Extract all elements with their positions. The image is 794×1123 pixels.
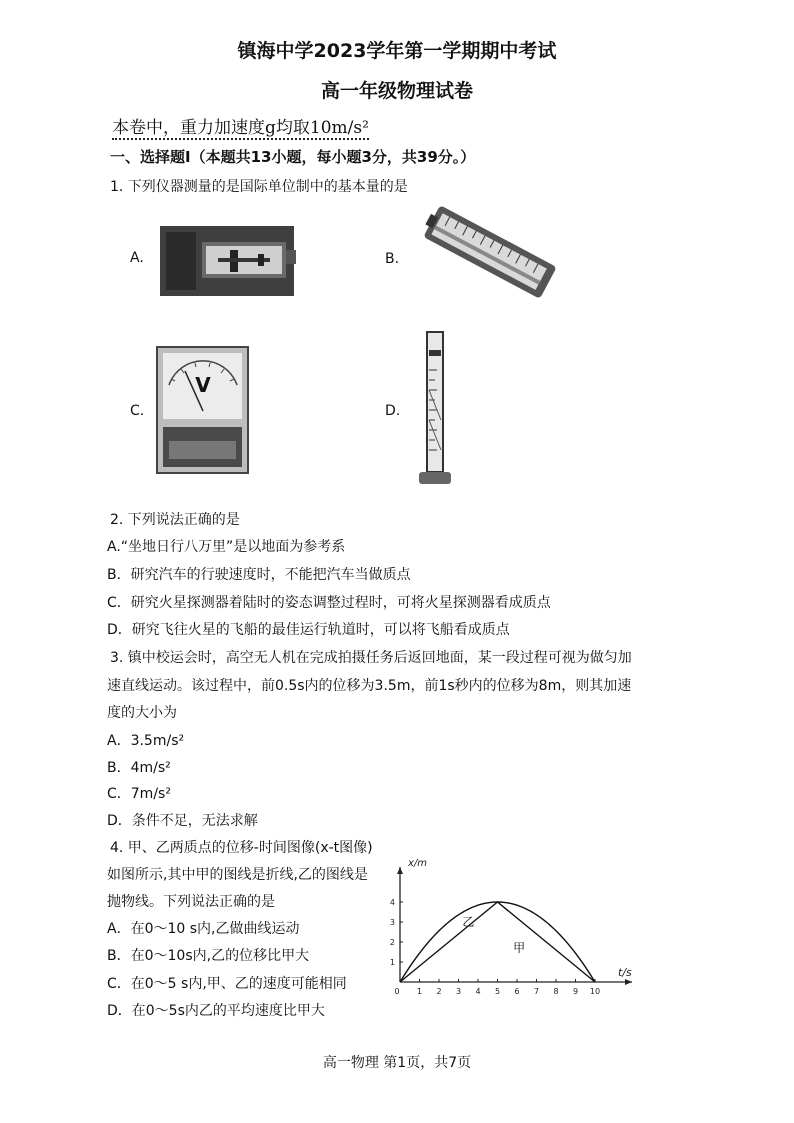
q2-option-b: B．研究汽车的行驶速度时，不能把汽车当做质点 (107, 567, 411, 583)
series-jia-label: 甲 (513, 941, 526, 955)
q4-stem-line-2: 如图所示,其中甲的图线是折线,乙的图线是 (107, 867, 368, 883)
q1-option-a-label: A. (130, 250, 144, 266)
series-yi-label: 乙 (462, 915, 475, 929)
q3-option-d: D．条件不足，无法求解 (107, 813, 258, 829)
q3-stem-line-3: 度的大小为 (107, 705, 177, 721)
x-axis-label: t/s (618, 966, 632, 979)
q2-stem: 2. 下列说法正确的是 (110, 512, 240, 528)
q1-stem: 1. 下列仪器测量的是国际单位制中的基本量的是 (110, 179, 408, 195)
gravity-note: 本卷中，重力加速度g均取10m/s² (112, 118, 369, 138)
spring-scale-image (420, 200, 560, 309)
xt-graph (370, 855, 650, 1004)
x-axis-arrow (625, 979, 632, 985)
q2-option-c: C．研究火星探测器着陆时的姿态调整过程时，可将火星探测器看成质点 (107, 595, 551, 611)
x-tick-label: 5 (494, 987, 501, 996)
q4-stem-line-1: 4. 甲、乙两质点的位移-时间图像(x-t图像) (110, 840, 373, 856)
y-tick-label: 4 (389, 898, 395, 907)
q3-option-c: C．7m/s² (107, 786, 171, 802)
q2-option-a: A.“坐地日行八万里”是以地面为参考系 (107, 539, 346, 555)
x-tick-label: 6 (514, 987, 520, 996)
vernier-caliper-image (158, 220, 298, 304)
y-axis-label: x/m (408, 858, 428, 869)
x-tick-label: 1 (416, 987, 423, 996)
x-tick-label: 3 (455, 987, 462, 996)
voltmeter-image (155, 345, 250, 479)
x-tick-label: 9 (572, 987, 579, 996)
x-tick-label: 2 (436, 987, 442, 996)
q4-stem-line-3: 抛物线。下列说法正确的是 (107, 894, 275, 910)
q4-option-d: D．在0～5s内乙的平均速度比甲大 (107, 1003, 325, 1019)
q4-option-a: A．在0～10 s内,乙做曲线运动 (107, 921, 300, 937)
section-title: 一、选择题I（本题共13小题，每小题3分，共39分。） (110, 148, 476, 166)
x-tick-label: 10 (589, 987, 601, 996)
voltmeter-label: V (195, 373, 211, 397)
q2-option-d: D．研究飞往火星的飞船的最佳运行轨道时，可以将飞船看成质点 (107, 622, 510, 638)
q1-option-b-label: B. (385, 251, 400, 267)
q3-option-b: B．4m/s² (107, 760, 171, 776)
measuring-cylinder-image (415, 330, 455, 494)
q3-option-a: A．3.5m/s² (107, 733, 185, 749)
page-footer: 高一物理 第1页，共7页 (322, 1055, 472, 1071)
y-tick-label: 3 (389, 918, 395, 927)
series-yi-curve (400, 902, 595, 982)
q3-stem-line-2: 速直线运动。该过程中，前0.5s内的位移为3.5m，前1s秒内的位移为8m，则其加速 (107, 678, 632, 694)
y-tick-label: 2 (389, 938, 395, 947)
x-tick-label: 8 (553, 987, 559, 996)
x-tick-label: 4 (475, 987, 481, 996)
origin-label: 0 (394, 987, 400, 996)
exam-title: 镇海中学2023学年第一学期期中考试 (237, 40, 557, 62)
y-axis-arrow (397, 867, 403, 874)
y-tick-label: 1 (389, 958, 395, 967)
q3-stem-line-1: 3. 镇中校运会时，高空无人机在完成拍摄任务后返回地面，某一段过程可视为做匀加 (110, 650, 632, 666)
q1-option-c-label: C. (130, 403, 145, 419)
exam-subtitle: 高一年级物理试卷 (320, 80, 473, 102)
xt-graph-svg (370, 855, 650, 1000)
q4-option-b: B．在0～10s内,乙的位移比甲大 (107, 948, 310, 964)
q4-option-c: C．在0～5 s内,甲、乙的速度可能相同 (107, 976, 347, 992)
q1-option-d-label: D. (385, 403, 401, 419)
x-tick-label: 7 (533, 987, 540, 996)
